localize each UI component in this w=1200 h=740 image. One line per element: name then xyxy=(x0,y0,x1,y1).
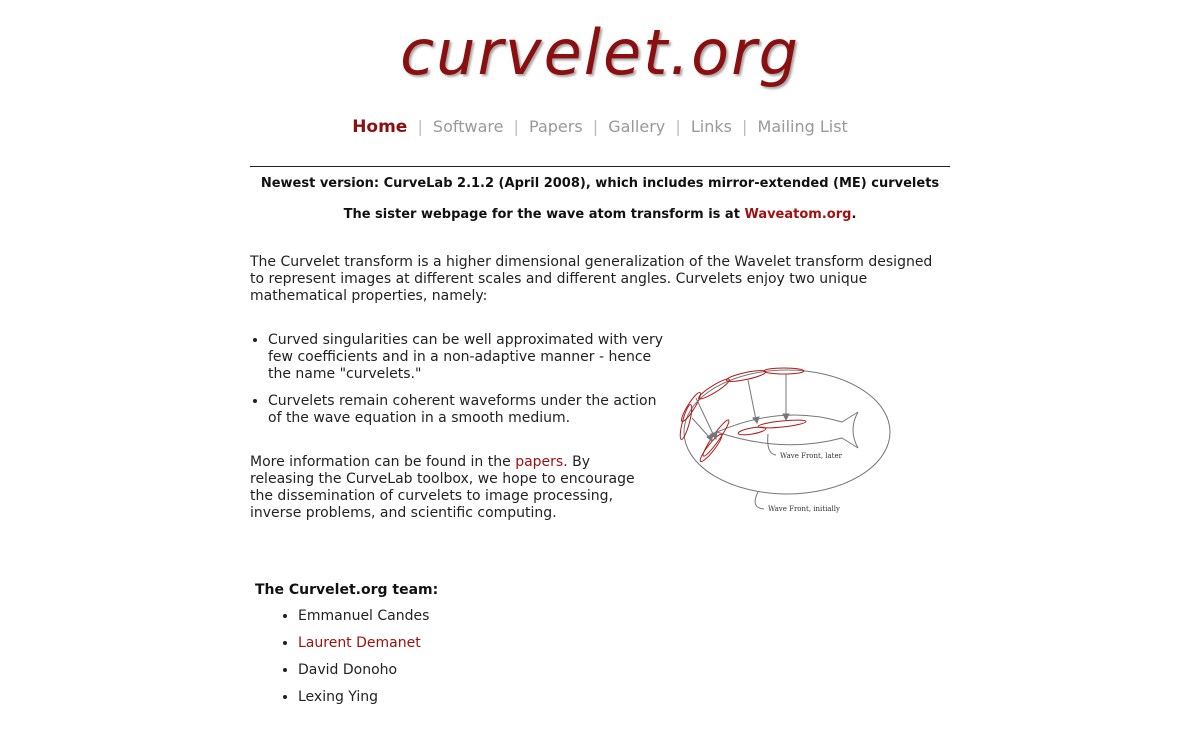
main-nav xyxy=(0,117,1200,137)
initial-wave-front xyxy=(684,370,890,494)
papers-link[interactable]: papers xyxy=(515,454,564,470)
sister-prefix: The sister webpage for the wave atom transform is at xyxy=(343,207,745,222)
label-leader xyxy=(755,492,764,509)
nav-separator: | xyxy=(592,117,599,136)
list-item xyxy=(298,608,429,625)
nav-home[interactable]: Home xyxy=(352,117,408,137)
nav-separator: | xyxy=(513,117,519,136)
team-list xyxy=(280,608,429,716)
waveatom-link[interactable]: Waveatom.org xyxy=(744,207,852,222)
nav-papers[interactable]: Papers xyxy=(529,117,583,136)
team-member-name: Lexing Ying xyxy=(298,689,379,705)
nav-software[interactable]: Software xyxy=(432,117,504,136)
list-item xyxy=(298,635,429,652)
list-item xyxy=(298,689,429,706)
team-member-name: Emmanuel Candes xyxy=(298,608,430,624)
list-item: • Curved singularities can be well approximated with very few coefficients and in a non-adaptive manner - hence the name "curvelets." xyxy=(268,332,668,383)
nav-gallery[interactable]: Gallery xyxy=(608,117,666,136)
list-item xyxy=(298,662,429,679)
wave-front-figure xyxy=(672,362,902,522)
team-heading: The Curvelet.org team: xyxy=(255,582,439,598)
divider xyxy=(250,166,950,167)
team-member-name: David Donoho xyxy=(298,662,398,678)
more-prefix: More information can be found in the xyxy=(250,454,516,470)
site-logo[interactable]: curvelet.org xyxy=(400,16,800,89)
more-suffix: . By releasing the CurveLab toolbox, we hope to encourage the dissemination of curvelets to image processing, inverse problems, and scientific computing. xyxy=(250,454,635,521)
team-member-link[interactable]: Laurent Demanet xyxy=(298,635,421,651)
nav-mailing-list[interactable]: Mailing List xyxy=(757,117,848,136)
intro-paragraph: The Curvelet transform is a higher dimensional generalization of the Wavelet transform designed to represent images at different scales and different angles. Curvelets enjoy two unique mathematical properties, namely: xyxy=(250,254,933,304)
sister-site-notice xyxy=(250,207,950,222)
nav-links[interactable]: Links xyxy=(690,117,732,136)
sister-suffix: . xyxy=(851,207,857,222)
more-info-paragraph xyxy=(250,454,645,522)
nav-separator: | xyxy=(742,117,748,136)
nav-separator: | xyxy=(417,117,423,136)
nav-separator: | xyxy=(675,117,681,136)
newest-version-notice: Newest version: CurveLab 2.1.2 (April 2008), which includes mirror-extended (ME) curvelets xyxy=(260,176,940,191)
properties-list xyxy=(250,332,668,437)
label-later: Wave Front, later xyxy=(780,452,842,460)
list-item: • Curvelets remain coherent waveforms under the action of the wave equation in a smooth medium. xyxy=(268,393,668,427)
label-initial: Wave Front, initially xyxy=(768,505,840,513)
